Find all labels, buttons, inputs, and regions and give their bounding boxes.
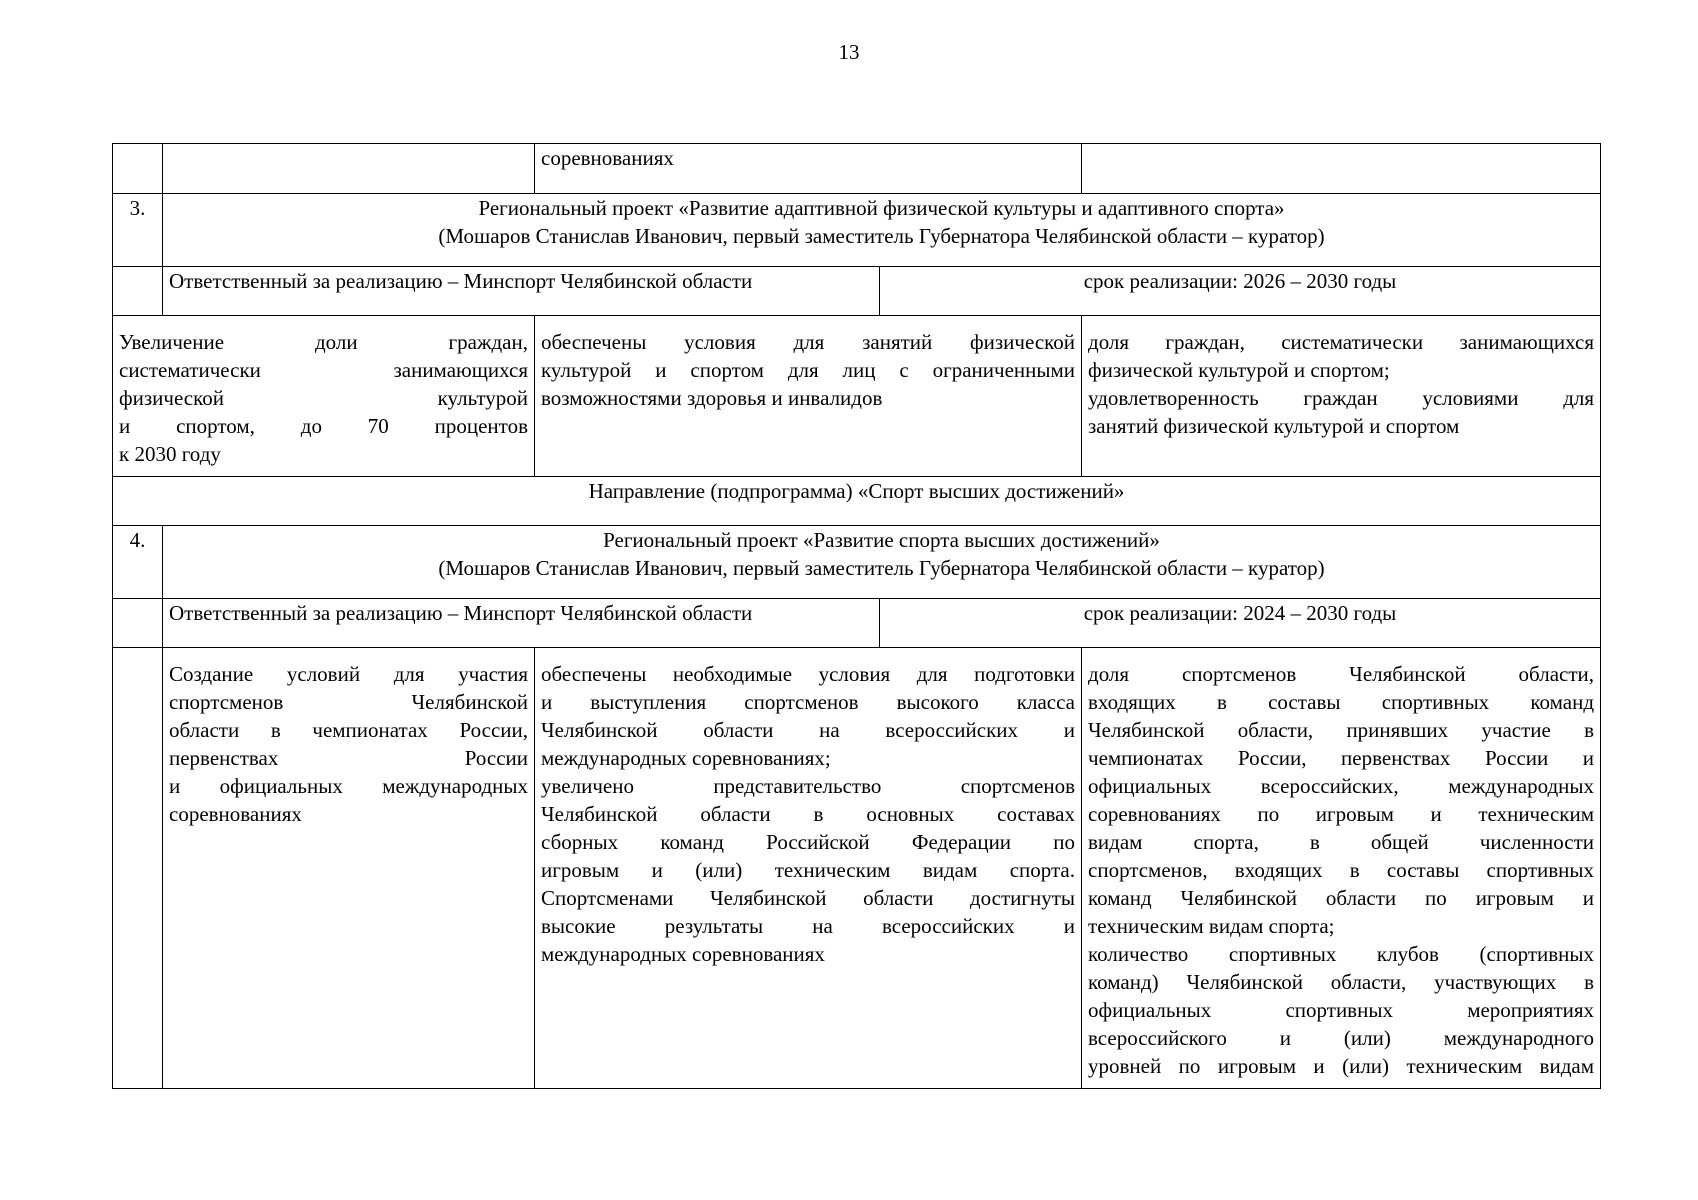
project-4-result-line: международных соревнованиях;	[541, 746, 831, 770]
project-4-number: 4.	[113, 526, 163, 599]
project-3-result-line: возможностями здоровья и инвалидов	[541, 386, 883, 410]
empty-cell	[113, 648, 163, 1089]
project-4-task-line: Создание условий для участия	[169, 662, 528, 686]
project-3-indicator-line: занятий физической культурой и спортом	[1088, 414, 1460, 438]
page-number: 13	[838, 40, 860, 64]
project-4-task-line: первенствах России	[169, 746, 528, 770]
project-3-indicator-line: физической культурой и спортом;	[1088, 358, 1390, 382]
project-4-result-line: Спортсменами Челябинской области достигнуты	[541, 886, 1076, 910]
project-3-result-line: обеспечены условия для занятий физической	[541, 330, 1076, 354]
project-4-result-line: сборных команд Российской Федерации по	[541, 830, 1076, 854]
project-4-indicator-cell	[1082, 648, 1601, 1089]
result-cell	[535, 144, 1082, 194]
project-4-indicator-line: официальных спортивных мероприятиях	[1088, 998, 1595, 1022]
project-4-indicator-line: Челябинской области, принявших участие в	[1088, 718, 1595, 742]
project-4-result-cell	[535, 648, 1082, 1089]
project-3-result-cell	[535, 316, 1082, 477]
project-4-task-line: области в чемпионатах России,	[169, 718, 528, 742]
project-4-indicator-line: уровней по игровым и (или) техническим видам	[1088, 1054, 1595, 1078]
project-4-indicator-line: входящих в составы спортивных команд	[1088, 690, 1595, 714]
result-text: соревнованиях	[541, 146, 674, 170]
project-3-task-line: Увеличение доли граждан,	[119, 330, 528, 354]
project-3-result-line: культурой и спортом для лиц с ограниченными	[541, 358, 1076, 382]
project-3-curator: (Мошаров Станислав Иванович, первый заместитель Губернатора Челябинской области – куратор)	[438, 224, 1325, 248]
project-3-header-row	[113, 194, 1601, 267]
project-4-result-line: высокие результаты на всероссийских и	[541, 914, 1076, 938]
project-4-curator: (Мошаров Станислав Иванович, первый заместитель Губернатора Челябинской области – куратор)	[438, 556, 1325, 580]
project-4-title: Региональный проект «Развитие спорта высших достижений»	[603, 528, 1160, 552]
task-cell	[163, 144, 535, 194]
project-4-indicator-line: количество спортивных клубов (спортивных	[1088, 942, 1595, 966]
project-4-indicator-line: соревнованиях по игровым и техническим	[1088, 802, 1595, 826]
project-3-task-cell	[113, 316, 535, 477]
project-3-indicator-line: доля граждан, систематически занимающихся	[1088, 330, 1595, 354]
direction-row	[113, 477, 1601, 526]
project-3-period: срок реализации: 2026 – 2030 годы	[880, 267, 1601, 316]
project-3-task-line: физической культурой	[119, 386, 528, 410]
project-3-task-line: к 2030 году	[119, 442, 221, 466]
project-4-result-line: международных соревнованиях	[541, 942, 825, 966]
project-4-indicator-line: команд) Челябинской области, участвующих в	[1088, 970, 1595, 994]
project-4-indicator-line: чемпионатах России, первенствах России и	[1088, 746, 1595, 770]
project-4-header-row	[113, 526, 1601, 599]
project-4-title-cell	[163, 526, 1601, 599]
project-4-indicator-line: команд Челябинской области по игровым и	[1088, 886, 1595, 910]
project-4-indicator-line: техническим видам спорта;	[1088, 914, 1335, 938]
direction-title: Направление (подпрограмма) «Спорт высших достижений»	[113, 477, 1601, 526]
project-4-period: срок реализации: 2024 – 2030 годы	[880, 599, 1601, 648]
project-4-body-row	[113, 648, 1601, 1089]
project-4-task-line: спортсменов Челябинской	[169, 690, 528, 714]
project-4-task-cell	[163, 648, 535, 1089]
project-3-responsible: Ответственный за реализацию – Минспорт Челябинской области	[163, 267, 880, 316]
indicator-cell	[1082, 144, 1601, 194]
project-4-indicator-line: спортсменов, входящих в составы спортивных	[1088, 858, 1595, 882]
project-3-indicator-line: удовлетворенность граждан условиями для	[1088, 386, 1595, 410]
project-3-title-cell	[163, 194, 1601, 267]
program-table	[112, 143, 1601, 1089]
project-3-task-line: и спортом, до 70 процентов	[119, 414, 528, 438]
project-3-body-row	[113, 316, 1601, 477]
project-3-title: Региональный проект «Развитие адаптивной физической культуры и адаптивного спорта»	[478, 196, 1285, 220]
project-3-task-line: систематически занимающихся	[119, 358, 528, 382]
project-3-responsible-row	[113, 267, 1601, 316]
project-4-task-line: и официальных международных	[169, 774, 528, 798]
project-4-responsible-row	[113, 599, 1601, 648]
empty-cell	[113, 599, 163, 648]
project-3-number: 3.	[113, 194, 163, 267]
project-4-result-line: игровым и (или) техническим видам спорта.	[541, 858, 1076, 882]
project-4-task-line: соревнованиях	[169, 802, 302, 826]
project-4-result-line: Челябинской области в основных составах	[541, 802, 1076, 826]
number-cell	[113, 144, 163, 194]
project-4-result-line: увеличено представительство спортсменов	[541, 774, 1076, 798]
project-4-indicator-line: официальных всероссийских, международных	[1088, 774, 1595, 798]
empty-cell	[113, 267, 163, 316]
project-4-indicator-line: доля спортсменов Челябинской области,	[1088, 662, 1595, 686]
project-4-indicator-line: видам спорта, в общей численности	[1088, 830, 1595, 854]
project-4-indicator-line: всероссийского и (или) международного	[1088, 1026, 1595, 1050]
project-3-indicator-cell	[1082, 316, 1601, 477]
project-4-responsible: Ответственный за реализацию – Минспорт Челябинской области	[163, 599, 880, 648]
continuation-row	[113, 144, 1601, 194]
project-4-result-line: Челябинской области на всероссийских и	[541, 718, 1076, 742]
project-4-result-line: и выступления спортсменов высокого класса	[541, 690, 1076, 714]
project-4-result-line: обеспечены необходимые условия для подготовки	[541, 662, 1076, 686]
